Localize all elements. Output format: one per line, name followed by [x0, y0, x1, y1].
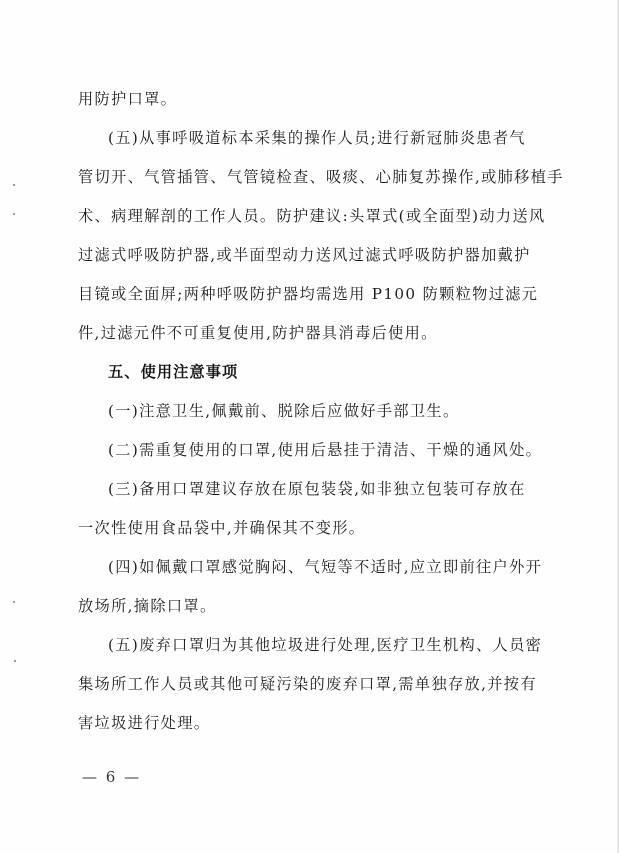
text-line: 术、病理解剖的工作人员。防护建议:头罩式(或全面型)动力送风: [78, 207, 546, 225]
scan-speck: [14, 660, 16, 662]
text-line: (四)如佩戴口罩感觉胸闷、气短等不适时,应立即前往户外开: [108, 558, 543, 576]
text-line: (三)备用口罩建议存放在原包装袋,如非独立包装可存放在: [108, 480, 526, 498]
scan-speck: [13, 213, 15, 215]
text-line: 用防护口罩。: [78, 90, 178, 108]
scan-speck: [13, 184, 15, 186]
text-line: 件,过滤元件不可重复使用,防护器具消毒后使用。: [78, 324, 438, 342]
text-line: (五)从事呼吸道标本采集的操作人员;进行新冠肺炎患者气: [108, 129, 526, 147]
text-line: 害垃圾进行处理。: [78, 714, 211, 732]
section-heading: 五、使用注意事项: [108, 363, 239, 381]
page-number: — 6 —: [82, 768, 142, 786]
scan-speck: [13, 601, 15, 603]
text-line: 管切开、气管插管、气管镜检查、吸痰、心肺复苏操作,或肺移植手: [78, 168, 564, 186]
text-line: 集场所工作人员或其他可疑污染的废弃口罩,需单独存放,并按有: [78, 675, 537, 693]
text-line: 放场所,摘除口罩。: [78, 597, 217, 615]
text-line: (二)需重复使用的口罩,使用后悬挂于清洁、干燥的通风处。: [108, 441, 543, 459]
text-line: 过滤式呼吸防护器,或半面型动力送风过滤式呼吸防护器加戴护: [78, 246, 531, 264]
text-line: 目镜或全面屏;两种呼吸防护器均需选用 P100 防颗粒物过滤元: [78, 285, 539, 303]
text-line: 一次性使用食品袋中,并确保其不变形。: [78, 519, 366, 537]
text-line: (五)废弃口罩归为其他垃圾进行处理,医疗卫生机构、人员密: [108, 636, 543, 654]
text-line: (一)注意卫生,佩戴前、脱除后应做好手部卫生。: [108, 402, 460, 420]
